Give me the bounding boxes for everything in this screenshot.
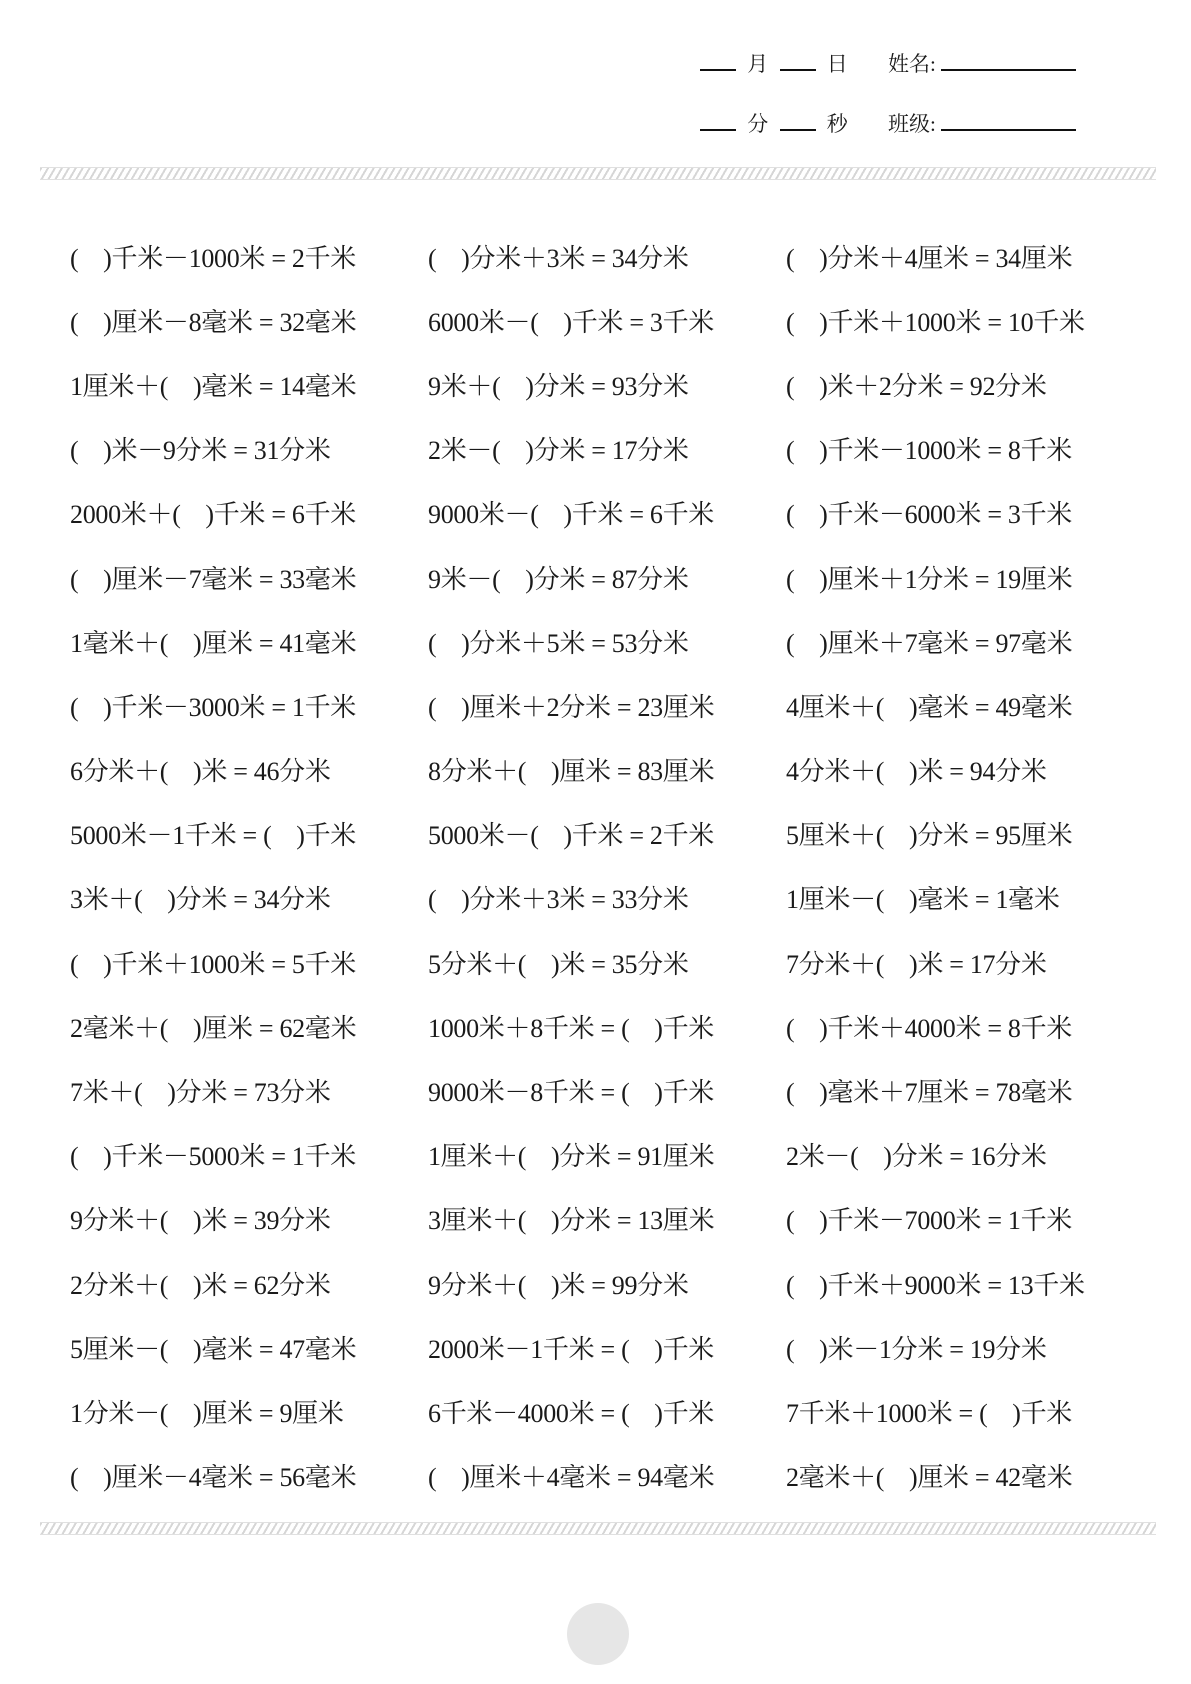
problem-row [70,1315,1130,1379]
top-divider [40,167,1156,180]
problem-item: ( )厘米－7毫米 = 33毫米 [70,564,357,594]
problem-row [70,352,1130,416]
date-row [700,40,1160,100]
problem-item: ( )千米－1000米 = 8千米 [786,436,1072,466]
problem-item: 9000米－8千米 = ( )千米 [428,1078,714,1108]
problem-item: ( )千米－3000米 = 1千米 [70,692,356,722]
problem-row [70,545,1130,609]
problem-item: 2000米＋( )千米 = 6千米 [70,500,356,530]
problem-grid [70,224,1130,1508]
problem-item: 1厘米－( )毫米 = 1毫米 [786,885,1060,915]
problem-item: 5厘米－( )毫米 = 47毫米 [70,1334,357,1364]
problem-item: 9分米＋( )米 = 99分米 [428,1270,689,1300]
problem-item: ( )厘米－4毫米 = 56毫米 [70,1463,357,1493]
time-fields [700,108,854,138]
problem-row [70,224,1130,288]
problem-item: 9米－( )分米 = 87分米 [428,564,689,594]
problem-item: ( )厘米＋2分米 = 23厘米 [428,692,715,722]
problem-row [70,1379,1130,1443]
problem-item: ( )分米＋4厘米 = 34厘米 [786,243,1073,273]
problem-row [70,288,1130,352]
problem-item: ( )千米－1000米 = 2千米 [70,243,356,273]
problem-item: 1厘米＋( )毫米 = 14毫米 [70,371,357,401]
problem-row [70,1444,1130,1508]
problem-item: 1厘米＋( )分米 = 91厘米 [428,1142,715,1172]
problem-row [70,930,1130,994]
problem-item: 6分米＋( )米 = 46分米 [70,757,331,787]
bottom-divider [40,1522,1156,1535]
month-label: 月 [747,52,769,76]
problem-item: 2分米＋( )米 = 62分米 [70,1270,331,1300]
page-indicator [567,1603,629,1665]
problem-item: 9米＋( )分米 = 93分米 [428,371,689,401]
problem-item: 2000米－1千米 = ( )千米 [428,1334,714,1364]
problem-row [70,609,1130,673]
problem-row [70,738,1130,802]
problem-item: ( )厘米＋4毫米 = 94毫米 [428,1463,715,1493]
problem-row [70,417,1130,481]
problem-row [70,1123,1130,1187]
minute-label: 分 [747,112,769,136]
day-blank[interactable] [780,69,816,71]
second-label: 秒 [826,112,848,136]
problem-item: ( )千米＋4000米 = 8千米 [786,1013,1072,1043]
problem-item: ( )千米＋1000米 = 10千米 [786,307,1085,337]
problem-item: 1毫米＋( )厘米 = 41毫米 [70,628,357,658]
problem-row [70,802,1130,866]
day-label: 日 [826,52,848,76]
problem-item: 2米－( )分米 = 16分米 [786,1142,1047,1172]
problem-item: ( )分米＋3米 = 34分米 [428,243,689,273]
month-blank[interactable] [700,69,736,71]
problem-item: 3米＋( )分米 = 34分米 [70,885,331,915]
class-field [888,108,1076,138]
problem-item: 9000米－( )千米 = 6千米 [428,500,714,530]
worksheet-header [700,40,1160,160]
problem-item: ( )千米－7000米 = 1千米 [786,1206,1072,1236]
date-fields [700,48,854,78]
name-label: 姓名: [888,52,936,76]
problem-item: ( )米＋2分米 = 92分米 [786,371,1047,401]
name-blank[interactable] [941,69,1076,71]
problem-item: ( )厘米－8毫米 = 32毫米 [70,307,357,337]
problem-item: 1分米－( )厘米 = 9厘米 [70,1398,344,1428]
problem-item: 7千米＋1000米 = ( )千米 [786,1398,1072,1428]
problem-item: 6千米－4000米 = ( )千米 [428,1398,714,1428]
problem-item: 3厘米＋( )分米 = 13厘米 [428,1206,715,1236]
problem-row [70,866,1130,930]
problem-item: 5000米－( )千米 = 2千米 [428,821,714,851]
minute-blank[interactable] [700,129,736,131]
problem-item: ( )千米＋1000米 = 5千米 [70,949,356,979]
problem-item: ( )厘米＋1分米 = 19厘米 [786,564,1073,594]
problem-item: 1000米＋8千米 = ( )千米 [428,1013,714,1043]
problem-item: 5000米－1千米 = ( )千米 [70,821,356,851]
problem-row [70,994,1130,1058]
class-blank[interactable] [941,129,1076,131]
problem-item: ( )千米－6000米 = 3千米 [786,500,1072,530]
problem-item: 5分米＋( )米 = 35分米 [428,949,689,979]
problem-item: 2米－( )分米 = 17分米 [428,436,689,466]
problem-row [70,481,1130,545]
problem-item: 5厘米＋( )分米 = 95厘米 [786,821,1073,851]
problem-item: 7分米＋( )米 = 17分米 [786,949,1047,979]
problem-item: 7米＋( )分米 = 73分米 [70,1078,331,1108]
problem-row [70,1058,1130,1122]
problem-item: 4分米＋( )米 = 94分米 [786,757,1047,787]
problem-item: 2毫米＋( )厘米 = 62毫米 [70,1013,357,1043]
problem-item: ( )千米＋9000米 = 13千米 [786,1270,1085,1300]
problem-item: 4厘米＋( )毫米 = 49毫米 [786,692,1073,722]
problem-item: ( )千米－5000米 = 1千米 [70,1142,356,1172]
problem-item: 6000米－( )千米 = 3千米 [428,307,714,337]
problem-row [70,1251,1130,1315]
problem-item: 9分米＋( )米 = 39分米 [70,1206,331,1236]
problem-item: ( )毫米＋7厘米 = 78毫米 [786,1078,1073,1108]
problem-item: ( )米－1分米 = 19分米 [786,1334,1047,1364]
second-blank[interactable] [780,129,816,131]
problem-item: 2毫米＋( )厘米 = 42毫米 [786,1463,1073,1493]
class-label: 班级: [888,112,936,136]
problem-item: ( )米－9分米 = 31分米 [70,436,331,466]
problem-row [70,673,1130,737]
time-row [700,100,1160,160]
problem-item: ( )分米＋5米 = 53分米 [428,628,689,658]
name-field [888,48,1076,78]
problem-item: ( )分米＋3米 = 33分米 [428,885,689,915]
problem-row [70,1187,1130,1251]
problem-item: ( )厘米＋7毫米 = 97毫米 [786,628,1073,658]
problem-item: 8分米＋( )厘米 = 83厘米 [428,757,715,787]
